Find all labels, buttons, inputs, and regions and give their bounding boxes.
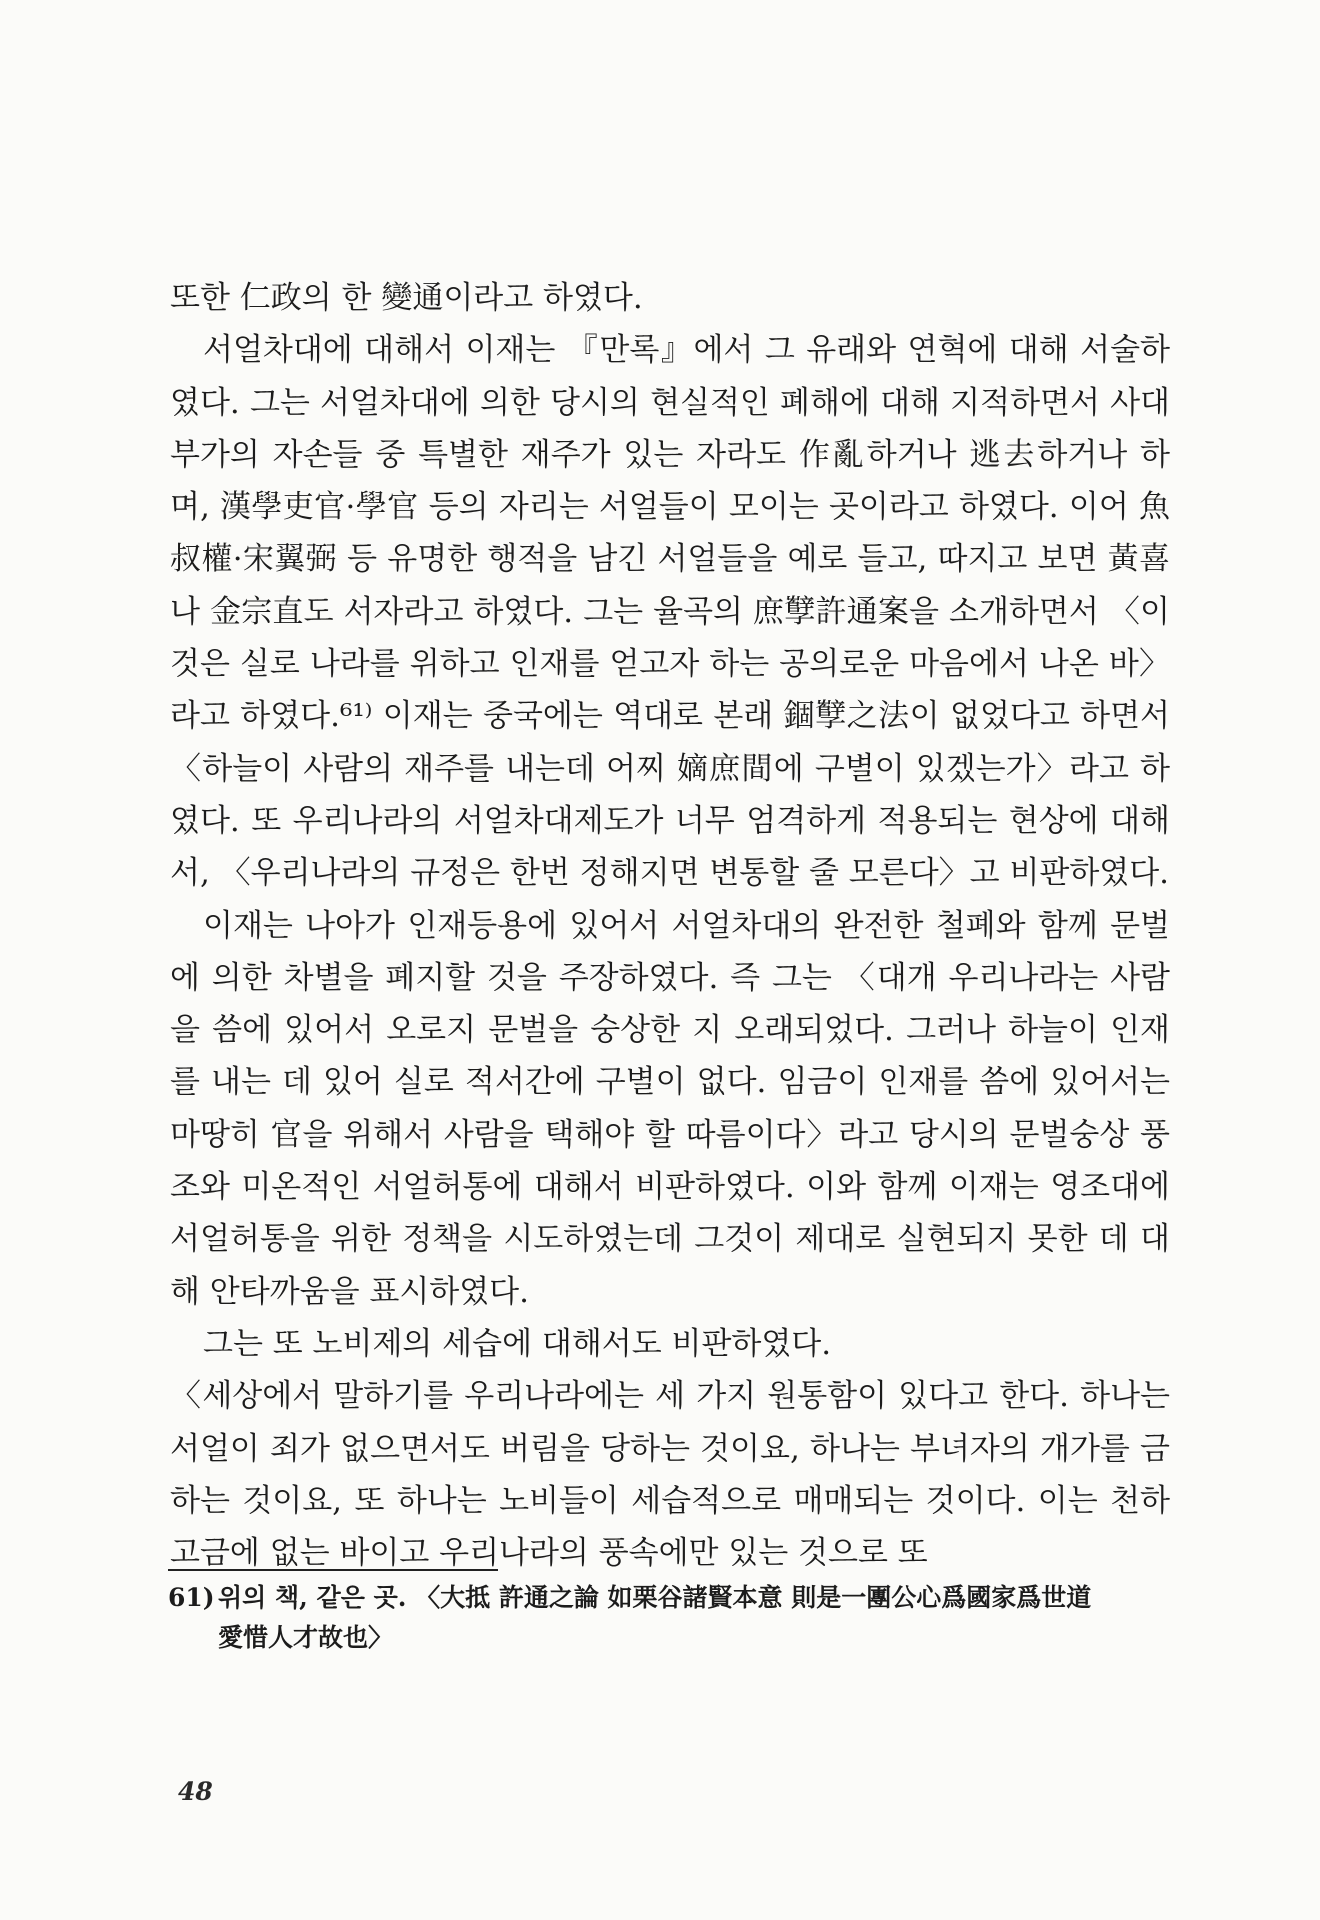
- paragraph-3: 이재는 나아가 인재등용에 있어서 서얼차대의 완전한 철폐와 함께 문벌에 의한 차별을 폐지할 것을 주장하였다. 즉 그는 〈대개 우리나라는 사람을 씀에 있어서 오로지 문벌을 숭상한 지 오래되었다. 그러나 하늘이 인재를 내는 데 있어 실로 적서간에 구별이 없다. 임금이 인재를 씀에 있어서는 마땅히 官을 위해서 사람을 택해야 할 따름이다〉라고 당시의 문벌숭상 풍조와 미온적인 서얼허통에 대해서 비판하였다. 이와 함께 이재는 영조대에 서얼허통을 위한 정책을 시도하였는데 그것이 제대로 실현되지 못한 데 대해 안타까움을 표시하였다.: [170, 907, 1170, 1310]
- page-number: 48: [178, 1777, 213, 1806]
- footnote-number: 61): [168, 1583, 215, 1612]
- paragraph-5-quotation: 〈세상에서 말하기를 우리나라에는 세 가지 원통함이 있다고 한다. 하나는 서얼이 죄가 없으면서도 버림을 당하는 것이요, 하나는 부녀자의 개가를 금하는 것이요, 또 하나는 노비들이 세습적으로 매매되는 것이다. 이는 천하고금에 없는 바이고 우리나라의 풍속에만 있는 것으로 또: [170, 1378, 1170, 1572]
- body-text: [170, 272, 1170, 1579]
- footnote-divider: [168, 1569, 498, 1571]
- paragraph-1: 또한 仁政의 한 變通이라고 하였다.: [170, 280, 643, 316]
- footnote-text: 위의 책, 같은 곳. 〈大抵 許通之論 如栗谷諸賢本意 則是一團公心爲國家爲世道: [218, 1583, 1092, 1612]
- footnote-first-line: [168, 1578, 1170, 1618]
- paragraph-2: 서얼차대에 대해서 이재는 『만록』에서 그 유래와 연혁에 대해 서술하였다. 그는 서얼차대에 의한 당시의 현실적인 폐해에 대해 지적하면서 사대부가의 자손들 중 특별한 재주가 있는 자라도 作亂하거나 逃去하거나 하며, 漢學吏官·學官 등의 자리는 서얼들이 모이는 곳이라고 하였다. 이어 魚叔權·宋翼弼 등 유명한 행적을 남긴 서얼들을 예로 들고, 따지고 보면 黃喜나 金宗直도 서자라고 하였다. 그는 율곡의 庶孼許通案을 소개하면서 〈이것은 실로 나라를 위하고 인재를 얻고자 하는 공의로운 마음에서 나온 바〉라고 하였다.⁶¹⁾ 이재는 중국에는 역대로 본래 錮孼之法이 없었다고 하면서 〈하늘이 사람의 재주를 내는데 어찌 嫡庶間에 구별이 있겠는가〉라고 하였다. 또 우리나라의 서얼차대제도가 너무 엄격하게 적용되는 현상에 대해서, 〈우리나라의 규정은 한번 정해지면 변통할 줄 모른다〉고 비판하였다.: [170, 332, 1170, 892]
- footnote-continuation: 愛惜人才故也〉: [218, 1623, 394, 1652]
- footnote: [168, 1578, 1170, 1658]
- paragraph-4: 그는 또 노비제의 세습에 대해서도 비판하였다.: [203, 1325, 832, 1362]
